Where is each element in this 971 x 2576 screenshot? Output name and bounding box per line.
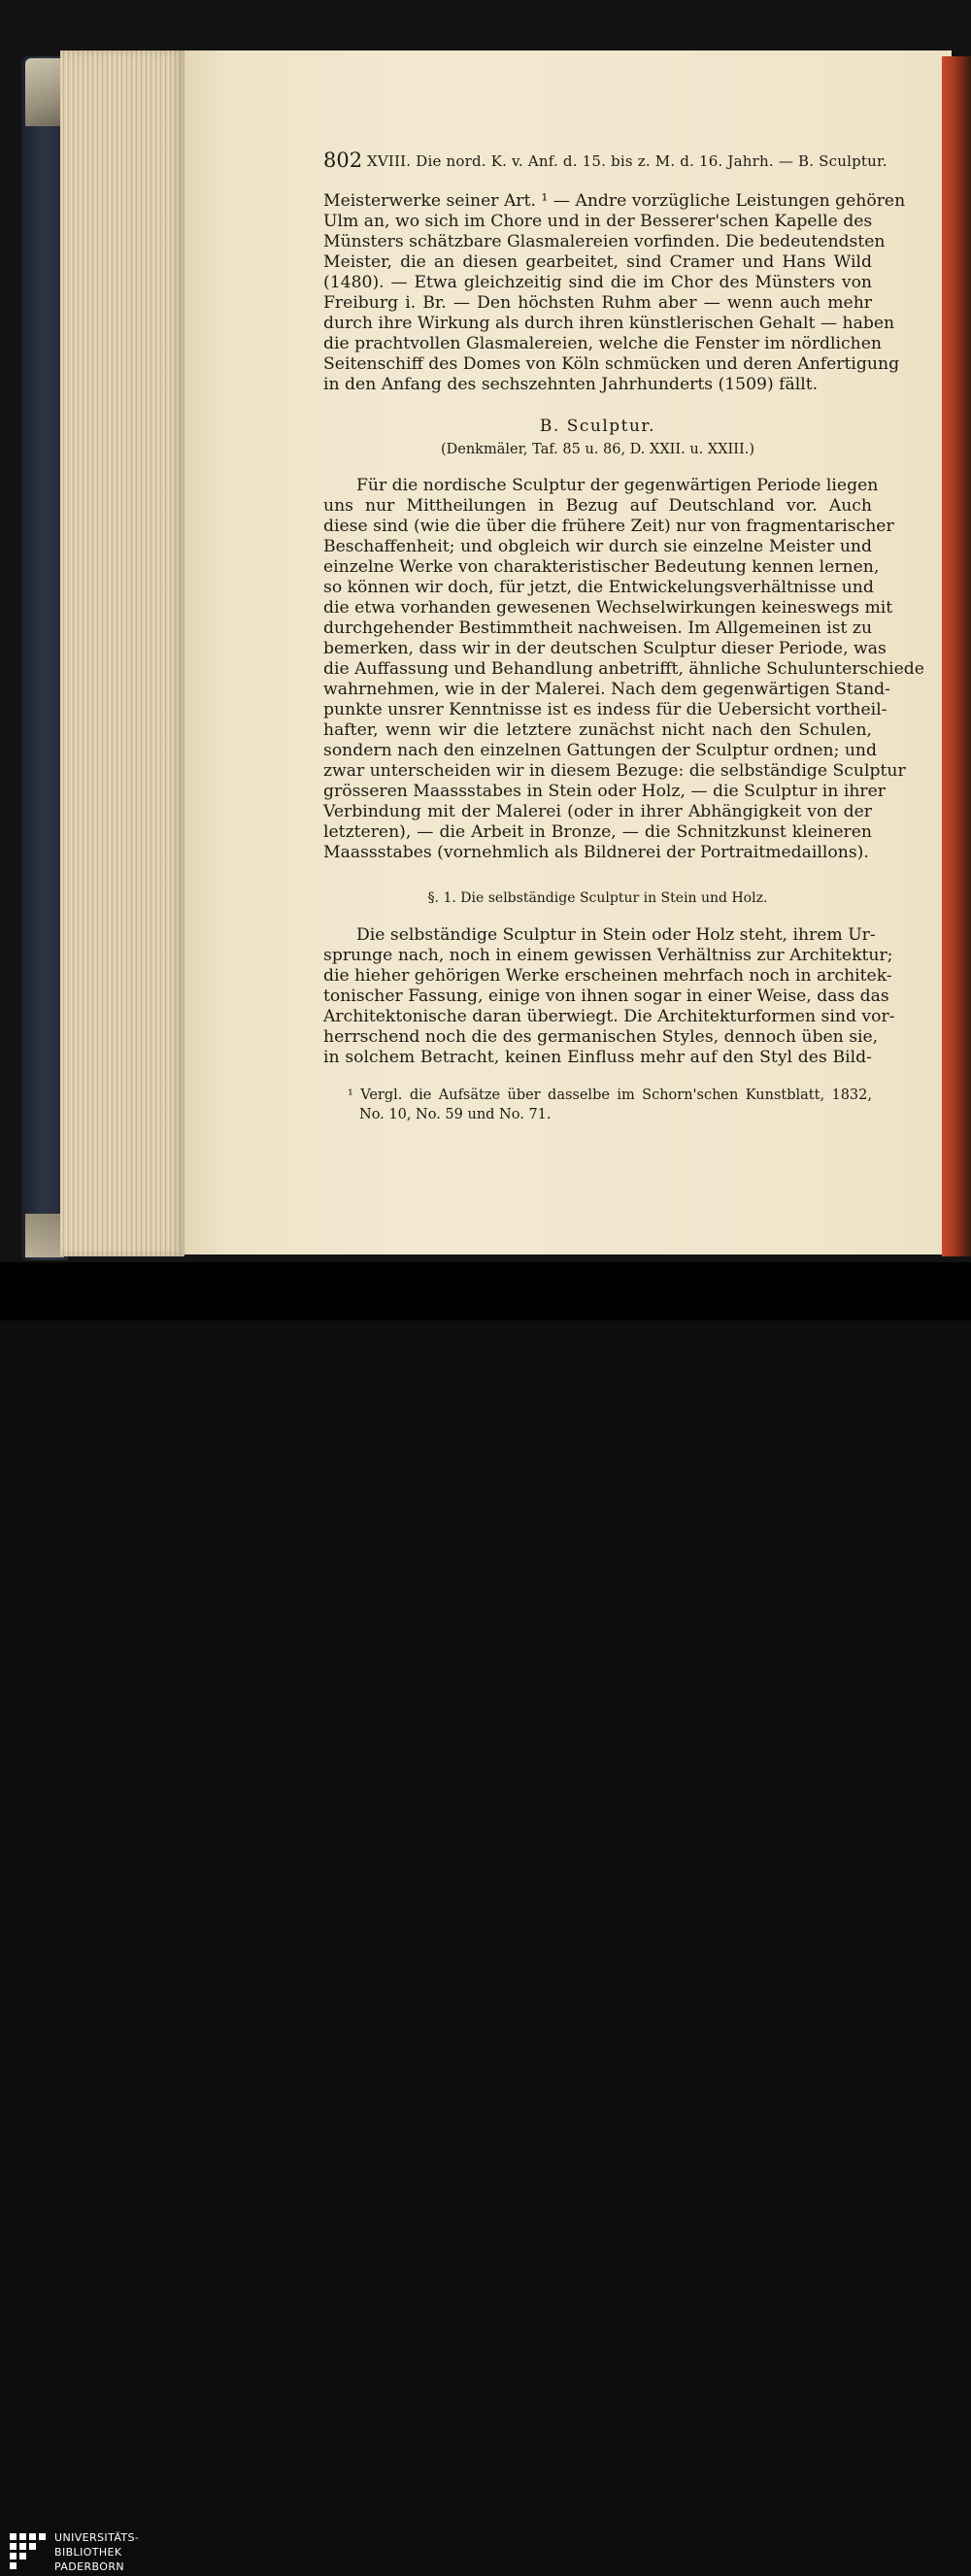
text-line: Beschaffenheit; und obgleich wir durch sie einzelne Meister und [323,537,872,556]
text-line: die etwa vorhanden gewesenen Wechselwirkungen keineswegs mit [323,598,893,618]
subsection-heading: §. 1. Die selbständige Sculptur in Stein und Holz. [427,890,768,906]
footnote-line: ¹ Vergl. die Aufsätze über dasselbe im Schorn'schen Kunstblatt, 1832, [348,1087,872,1103]
text-line: in den Anfang des sechszehnten Jahrhunderts (1509) fällt. [323,375,819,394]
text-line: herrschend noch die des germanischen Styles, dennoch üben sie, [323,1027,879,1047]
text-line: wahrnehmen, wie in der Malerei. Nach dem gegenwärtigen Stand- [323,680,890,699]
library-name-line: UNIVERSITÄTS- [54,2531,140,2544]
running-title: XVIII. Die nord. K. v. Anf. d. 15. bis z. M. d. 16. Jahrh. — B. Sculptur. [367,152,887,170]
text-line: die hieher gehörigen Werke erscheinen mehrfach noch in architek- [323,966,892,986]
text-line: Meister, die an diesen gearbeitet, sind Cramer und Hans Wild [323,252,872,272]
cover-corner-top [25,58,64,126]
text-line: letzteren), — die Arbeit in Bronze, — die Schnitzkunst kleineren [323,822,872,842]
text-line: punkte unsrer Kenntnisse ist es indess für die Uebersicht vortheil- [323,700,887,719]
page-fold [942,56,971,1256]
text-line: zwar unterscheiden wir in diesem Bezuge: die selbständige Sculptur [323,761,906,781]
page-number: 802 [323,149,363,172]
text-line: Maassstabes (vornehmlich als Bildnerei der Portraitmedaillons). [323,843,869,862]
text-line: Meisterwerke seiner Art. ¹ — Andre vorzügliche Leistungen gehören [323,191,906,211]
text-line: die prachtvollen Glasmalereien, welche die Fenster im nördlichen [323,334,882,353]
footnote-line: No. 10, No. 59 und No. 71. [359,1107,552,1122]
text-line: (1480). — Etwa gleichzeitig sind die im Chor des Münsters von [323,273,872,292]
section-subheading: (Denkmäler, Taf. 85 u. 86, D. XXII. u. XXIII.) [440,442,754,457]
cover-corner-bottom [25,1214,64,1257]
text-line: tonischer Fassung, einige von ihnen sogar in einer Weise, dass das [323,987,889,1006]
text-line: Münsters schätzbare Glasmalereien vorfinden. Die bedeutendsten [323,232,886,251]
library-name-line: PADERBORN [54,2560,125,2573]
library-logo-icon [8,2531,50,2576]
text-line: sondern nach den einzelnen Gattungen der Sculptur ordnen; und [323,741,877,760]
text-line: Verbindung mit der Malerei (oder in ihrer Abhängigkeit von der [323,802,872,821]
book-scan [0,0,971,1262]
library-name [54,2530,139,2574]
text-line: Freiburg i. Br. — Den höchsten Ruhm aber — wenn auch mehr [323,293,872,313]
text-line: bemerken, dass wir in der deutschen Sculptur dieser Periode, was [323,639,887,658]
text-line: Ulm an, wo sich im Chore und in der Besserer'schen Kapelle des [323,212,873,231]
text-line: Die selbständige Sculptur in Stein oder Holz steht, ihrem Ur- [356,925,876,945]
text-line: Für die nordische Sculptur der gegenwärtigen Periode liegen [356,476,879,495]
text-line: diese sind (wie die über die frühere Zeit) nur von fragmentarischer [323,517,894,536]
library-footer [0,1262,971,2573]
text-line: Seitenschiff des Domes von Köln schmücken und deren Anfertigung [323,354,900,374]
text-line: einzelne Werke von charakteristischer Bedeutung kennen lernen, [323,557,880,577]
text-line: durchgehender Bestimmtheit nachweisen. Im Allgemeinen ist zu [323,619,873,638]
text-line: in solchem Betracht, keinen Einfluss mehr auf den Styl des Bild- [323,1048,872,1067]
text-line: uns nur Mittheilungen in Bezug auf Deutschland vor. Auch [323,496,872,516]
text-line: durch ihre Wirkung als durch ihren künstlerischen Gehalt — haben [323,314,895,333]
text-line: hafter, wenn wir die letztere zunächst nicht nach den Schulen, [323,720,872,740]
library-name-line: BIBLIOTHEK [54,2546,122,2559]
text-line: Architektonische daran überwiegt. Die Architekturformen sind vor- [323,1007,895,1026]
section-heading: B. Sculptur. [539,417,656,436]
text-line: grösseren Maassstabes in Stein oder Holz, — die Sculptur in ihrer [323,782,887,801]
text-line: so können wir doch, für jetzt, die Entwickelungsverhältnisse und [323,578,874,597]
text-line: die Auffassung und Behandlung anbetrifft, ähnliche Schulunterschiede [323,659,924,679]
text-line: sprunge nach, noch in einem gewissen Verhältniss zur Architektur; [323,946,893,965]
page-edges [60,50,184,1256]
